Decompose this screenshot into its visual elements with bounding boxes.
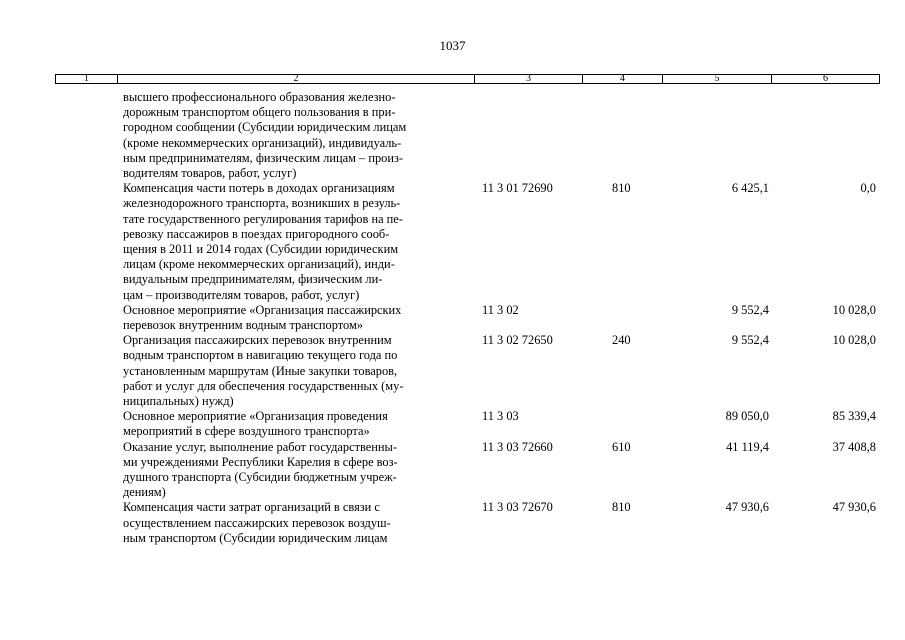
column-header-5: 5 (663, 75, 772, 83)
description-line: Компенсация части затрат организаций в связи с (123, 500, 380, 515)
row-value-col6: 10 028,0 (832, 333, 876, 348)
column-header-1: 1 (56, 75, 118, 83)
row-value-col6: 47 930,6 (832, 500, 876, 515)
description-line: лицам (кроме некоммерческих организаций), инди- (123, 257, 395, 272)
table-row (0, 409, 905, 439)
row-description (123, 440, 473, 501)
row-value-col5: 6 425,1 (731, 181, 769, 196)
column-header-row (55, 74, 880, 84)
row-value-col5: 9 552,4 (731, 333, 769, 348)
row-value-col5: 89 050,0 (725, 409, 769, 424)
table-row (0, 90, 905, 181)
description-line: цам – производителям товаров, работ, услуг) (123, 287, 360, 302)
budget-table-body (0, 90, 905, 546)
row-description (123, 333, 473, 409)
description-line: ным предпринимателям, физическим лицам – произ- (123, 150, 404, 165)
column-header-3: 3 (475, 75, 583, 83)
description-line: дорожным транспортом общего пользования в при- (123, 105, 396, 120)
description-line: тате государственного регулирования тарифов на пе- (123, 211, 403, 226)
description-line: водителям товаров, работ, услуг) (123, 166, 297, 181)
row-value-col6: 10 028,0 (832, 302, 876, 317)
row-description (123, 181, 473, 303)
description-line: ревозку пассажиров в поездах пригородного сооб- (123, 226, 390, 241)
row-code: 11 3 03 72660 (482, 439, 553, 454)
description-line: железнодорожного транспорта, возникших в резуль- (123, 196, 401, 211)
row-code: 11 3 02 (482, 302, 519, 317)
row-expense-type: 810 (612, 181, 631, 196)
description-line: высшего профессионального образования железно- (123, 90, 396, 104)
row-value-col6: 0,0 (860, 181, 876, 196)
description-line: щения в 2011 и 2014 годах (Субсидии юридическим (123, 242, 399, 257)
description-line: (кроме некоммерческих организаций), индивидуаль- (123, 135, 402, 150)
page-number: 1037 (439, 38, 466, 53)
table-row (0, 181, 905, 303)
row-code: 11 3 03 72670 (482, 500, 553, 515)
column-header-4: 4 (583, 75, 663, 83)
row-value-col6: 85 339,4 (832, 409, 876, 424)
description-line: мероприятий в сфере воздушного транспорта» (123, 424, 370, 439)
row-value-col5: 47 930,6 (725, 500, 769, 515)
description-line: Оказание услуг, выполнение работ государственны- (123, 439, 397, 454)
description-line: осуществлением пассажирских перевозок воздуш- (123, 515, 391, 530)
description-line: Основное мероприятие «Организация пассажирских (123, 302, 402, 317)
row-expense-type: 240 (612, 333, 631, 348)
row-expense-type: 610 (612, 439, 631, 454)
description-line: ниципальных) нужд) (123, 394, 234, 409)
description-line: городном сообщении (Субсидии юридическим лицам (123, 120, 407, 135)
description-line: Компенсация части потерь в доходах организациям (123, 181, 395, 196)
row-code: 11 3 03 (482, 409, 519, 424)
row-value-col6: 37 408,8 (832, 439, 876, 454)
description-line: видуальным предпринимателям, физическим ли- (123, 272, 383, 287)
row-value-col5: 41 119,4 (726, 439, 769, 454)
description-line: душного транспорта (Субсидии бюджетным учреж- (123, 470, 397, 485)
row-expense-type: 810 (612, 500, 631, 515)
description-line: ным транспортом (Субсидии юридическим лицам (123, 530, 388, 545)
description-line: перевозок внутренним водным транспортом» (123, 318, 363, 333)
row-value-col5: 9 552,4 (731, 302, 769, 317)
table-row (0, 303, 905, 333)
table-row (0, 333, 905, 409)
row-description (123, 90, 473, 181)
row-code: 11 3 02 72650 (482, 333, 553, 348)
table-row (0, 440, 905, 501)
description-line: дениям) (123, 485, 166, 500)
row-code: 11 3 01 72690 (482, 181, 553, 196)
description-line: установленным маршрутам (Иные закупки товаров, (123, 363, 398, 378)
description-line: ми учреждениями Республики Карелия в сфере воз- (123, 454, 398, 469)
description-line: Основное мероприятие «Организация проведения (123, 409, 388, 424)
column-header-6: 6 (823, 73, 828, 84)
description-line: Организация пассажирских перевозок внутренним (123, 333, 392, 348)
description-line: водным транспортом в навигацию текущего года по (123, 348, 398, 363)
column-header-2: 2 (118, 75, 475, 83)
row-description (123, 303, 473, 333)
table-row (0, 500, 905, 546)
row-description (123, 409, 473, 439)
description-line: работ и услуг для обеспечения государственных (му- (123, 378, 404, 393)
row-description (123, 500, 473, 546)
